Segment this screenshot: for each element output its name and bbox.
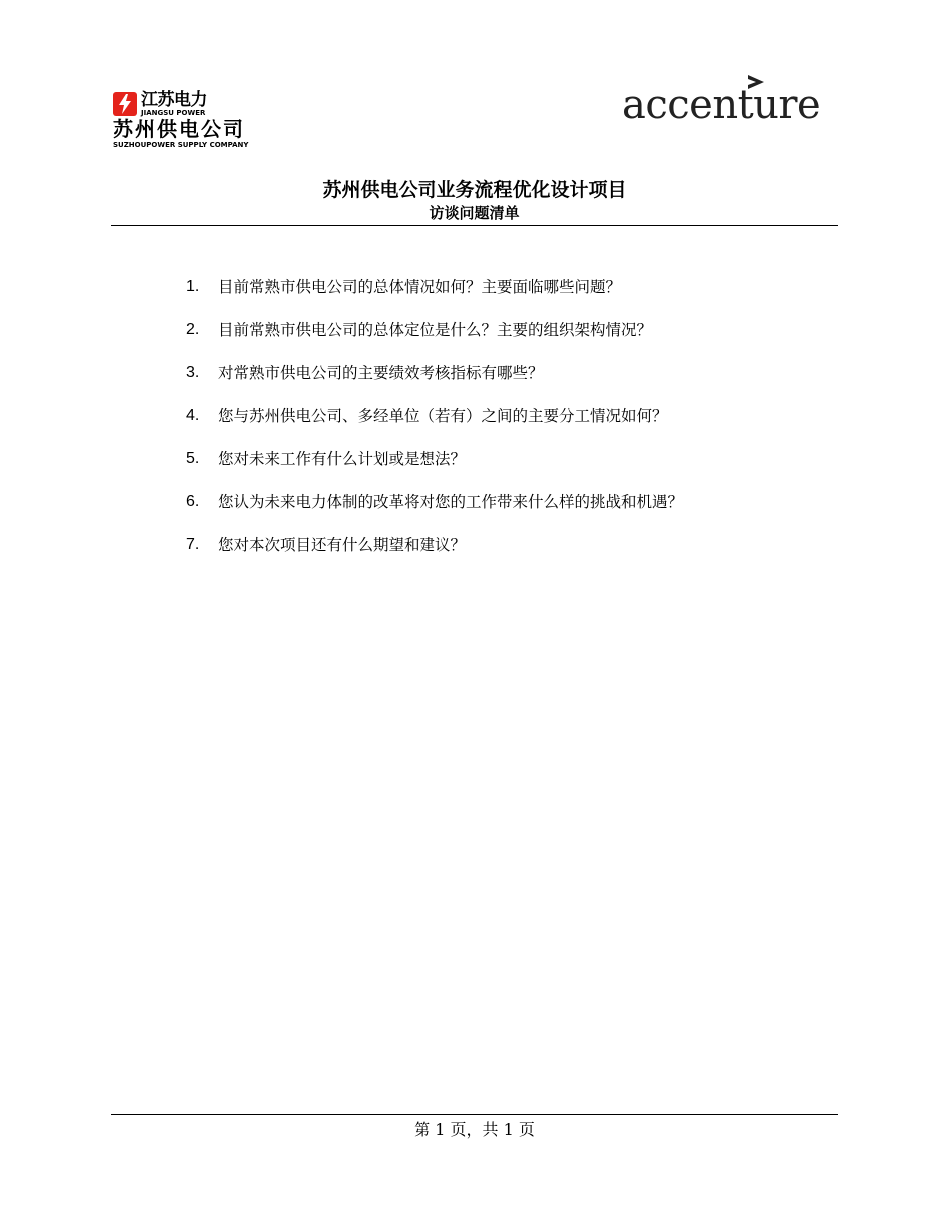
question-number: 4.	[186, 407, 200, 424]
question-number: 3.	[186, 364, 200, 381]
document-title: 苏州供电公司业务流程优化设计项目	[322, 179, 627, 201]
question-text: 目前常熟市供电公司的总体定位是什么？主要的组织架构情况？	[218, 321, 653, 339]
question-text: 您对本次项目还有什么期望和建议？	[218, 536, 467, 554]
footer-divider	[111, 1114, 838, 1115]
company-name-en: SUZHOUPOWER SUPPLY COMPANY	[113, 141, 249, 149]
brand-name-en: JIANGSU POWER	[141, 109, 206, 117]
question-text: 您认为未来电力体制的改革将对您的工作带来什么样的挑战和机遇？	[218, 493, 684, 511]
question-text: 目前常熟市供电公司的总体情况如何？主要面临哪些问题？	[218, 278, 622, 296]
accenture-logo	[622, 72, 837, 132]
question-text: 对常熟市供电公司的主要绩效考核指标有哪些？	[218, 364, 544, 382]
question-number: 2.	[186, 321, 200, 338]
list-item	[186, 448, 806, 491]
brand-text	[141, 92, 207, 117]
brand-name-cn: 江苏电力	[141, 90, 207, 110]
company-name-cn: 苏州供电公司	[113, 117, 245, 141]
document-subtitle: 访谈问题清单	[429, 204, 520, 222]
brand-row	[113, 92, 293, 117]
question-list	[186, 276, 806, 577]
question-text: 您对未来工作有什么计划或是想法？	[218, 450, 467, 468]
question-number: 5.	[186, 450, 200, 467]
page-number: 第 1 页，共 1 页	[414, 1120, 535, 1139]
list-item	[186, 405, 806, 448]
lightning-bolt-icon	[113, 92, 137, 116]
list-item	[186, 276, 806, 319]
question-text: 您与苏州供电公司、多经单位（若有）之间的主要分工情况如何？	[218, 407, 668, 425]
accenture-wordmark: accenture	[622, 82, 821, 128]
jiangsu-power-logo	[113, 92, 293, 156]
list-item	[186, 319, 806, 362]
question-number: 1.	[186, 278, 200, 295]
list-item	[186, 362, 806, 405]
list-item	[186, 491, 806, 534]
question-number: 7.	[186, 536, 200, 553]
header-divider	[111, 225, 838, 226]
list-item	[186, 534, 806, 577]
question-number: 6.	[186, 493, 200, 510]
